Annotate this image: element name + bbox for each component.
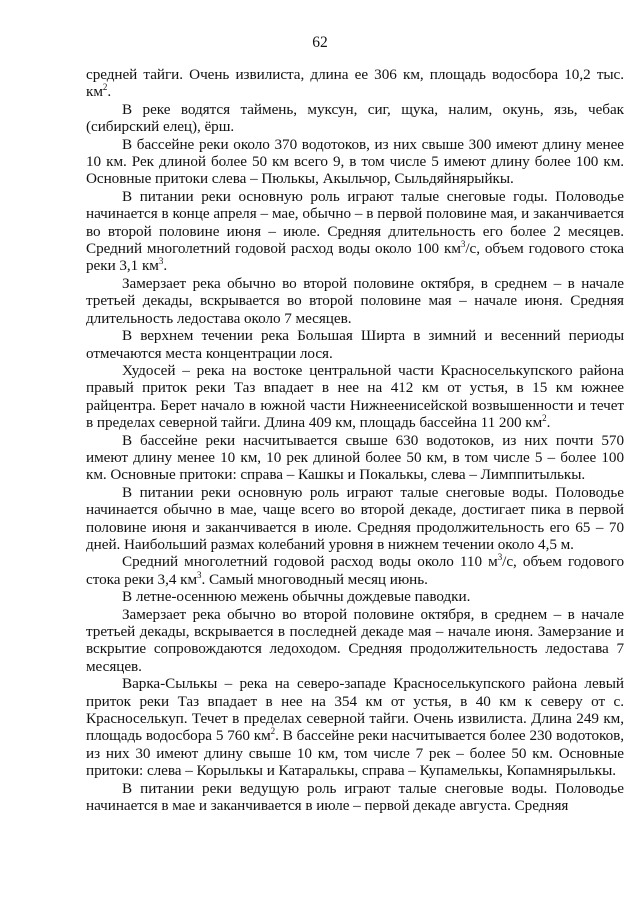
superscript: 3	[158, 256, 164, 267]
paragraph-text: Средний многолетний годовой расход воды около 110 м	[122, 553, 498, 571]
paragraph-text: Замерзает река обычно во второй половине октября, в среднем – в начале третьей декады, вскрывается во второй половине мая – начале июня. Средняя длительность ледостава около 7 месяцев.	[86, 274, 624, 327]
paragraph-text: . Самый многоводный месяц июнь.	[201, 570, 428, 588]
paragraph	[86, 275, 624, 327]
paragraph	[86, 188, 624, 275]
paragraph	[86, 136, 624, 188]
paragraph-text: В реке водятся таймень, муксун, сиг, щука, налим, окунь, язь, чебак (сибирский елец), ёрш.	[86, 100, 624, 136]
page-number: 62	[312, 34, 328, 51]
paragraph-text: /с, объем годового стока реки 3,4 км	[86, 553, 624, 588]
paragraph-text: В бассейне реки около 370 водотоков, из них свыше 300 имеют длину менее 10 км. Рек длиной более 50 км всего 9, в том числе 5 имеют длину более 100 км. Основные притоки слева – Пюлькы, Акыльчор, Сыльдяйнярыйкы.	[86, 135, 624, 188]
superscript: 2	[270, 726, 276, 737]
superscript: 2	[542, 413, 547, 424]
paragraph-text: В питании реки ведущую роль играют талые снеговые воды. Половодье начинается в мае и заканчивается в июле – первой декаде августа. Средняя	[86, 779, 624, 815]
paragraph	[86, 101, 624, 136]
superscript: 3	[497, 552, 503, 563]
paragraph	[86, 675, 624, 779]
paragraph-text: .	[107, 83, 112, 101]
paragraph	[86, 553, 624, 588]
paragraph-text: Худосей – река на востоке центральной части Красноселькупского района правый приток реки Таз впадает в нее на 412 км от устья, в 15 км южнее райцентра. Берет начало в южной части Нижнеенисейской возвышенности и течет в пределах северной тайги. Длина 409 км, площадь бассейна 11 200 км	[86, 361, 624, 432]
paragraph	[86, 588, 624, 605]
paragraph-text: Варка-Сылькы – река на северо-западе Красноселькупского района левый приток реки Таз впадает в нее на 354 км от устья, в 40 км к северу от с. Красноселькуп. Течет в пределах северной тайги. Очень извилиста. Длина 249 км, площадь водосбора 5 760 км	[86, 675, 624, 745]
superscript: 2	[102, 82, 108, 93]
paragraph-text: .	[546, 414, 551, 432]
paragraph	[86, 606, 624, 676]
superscript: 3	[197, 569, 202, 580]
paragraph-text: Замерзает река обычно во второй половине октября, в среднем – в начале третьей декады, вскрывается в последней декаде мая – начале июня. Замерзание и вскрытие сопровождаются ледоходом. Средняя продолжительность ледостава 7 месяцев.	[86, 605, 624, 675]
paragraph-text: В бассейне реки насчитывается свыше 630 водотоков, из них почти 570 имеют длину менее 10 км, 10 рек длиной более 50 км, в том числе 5 – более 100 км. Основные притоки: справа – Кашкы и Покалькы, слева – Лимппитылькы.	[86, 431, 624, 484]
paragraph-text: средней тайги. Очень извилиста, длина ее 306 км, площадь водосбора 10,2 тыс. км	[86, 66, 624, 101]
paragraph	[86, 484, 624, 554]
paragraph-text: В летне-осеннюю межень обычны дождевые паводки.	[122, 588, 471, 606]
paragraph	[86, 327, 624, 362]
paragraph	[86, 66, 624, 101]
paragraph-text: . В бассейне реки насчитывается более 230 водотоков, из них 30 имеют длину свыше 10 км, том числе 7 рек – более 50 км. Основные притоки: слева – Корылькы и Катаралькы, справа – Купамелькы, Копамнярылькы.	[86, 727, 624, 780]
paragraph-text: В питании реки основную роль играют талые снеговые годы. Половодье начинается в конце апреля – мае, обычно – в первой половине мая, и заканчивается во второй половине июня – июле. Средняя длительность его более 2 месяцев. Средний многолетний годовой расход воды около 100 км	[86, 187, 624, 258]
body-text	[86, 66, 624, 814]
paragraph	[86, 362, 624, 432]
paragraph	[86, 780, 624, 815]
superscript: 3	[460, 239, 466, 250]
paragraph-text: .	[163, 257, 168, 275]
paragraph-text: В питании реки основную роль играют талые снеговые воды. Половодье начинается обычно в мае, чаще всего во второй декаде, достигает пика в первой половине июня и заканчивается в июле. Средняя продолжительность его 65 – 70 дней. Наибольший размах колебаний уровня в нижнем течении около 4,5 м.	[86, 483, 624, 553]
paragraph	[86, 432, 624, 484]
paragraph-text: В верхнем течении река Большая Ширта в зимний и весенний периоды отмечаются места концентрации лося.	[86, 327, 624, 362]
paragraph-text: /с, объем годового стока реки 3,1 км	[86, 240, 624, 275]
